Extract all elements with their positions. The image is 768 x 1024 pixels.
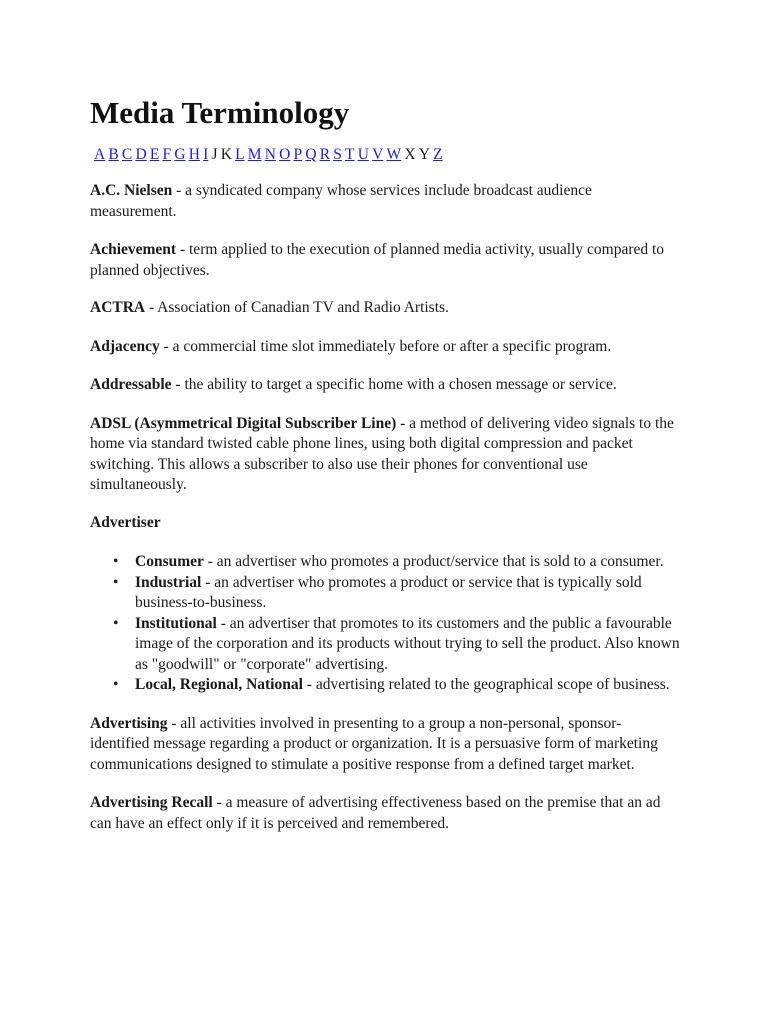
alpha-letter <box>135 145 146 165</box>
alpha-link-s[interactable]: S <box>333 146 342 163</box>
alpha-letter <box>122 145 132 165</box>
advertiser-types-list <box>90 552 680 696</box>
entry-adsl <box>90 414 680 496</box>
alpha-letter <box>94 145 105 165</box>
alpha-letter <box>163 145 172 165</box>
alpha-letter <box>248 145 262 165</box>
alpha-link-r[interactable]: R <box>319 146 331 163</box>
alpha-link-w[interactable]: W <box>386 146 402 163</box>
entry-term: A.C. Nielsen <box>90 182 173 199</box>
list-item <box>113 573 680 614</box>
list-item <box>113 614 680 676</box>
alpha-letter <box>305 145 316 165</box>
entry-achievement <box>90 240 680 281</box>
alpha-link-i[interactable]: I <box>203 146 209 163</box>
alpha-letter <box>279 145 290 165</box>
alpha-letter <box>189 145 200 165</box>
alphabet-index <box>90 145 680 165</box>
bullet-icon: • <box>113 573 119 591</box>
alpha-link-h[interactable]: H <box>188 146 200 163</box>
entry-term: Achievement <box>90 241 177 258</box>
alpha-letter-y: Y <box>418 146 430 163</box>
entry-definition: - Association of Canadian TV and Radio Artists. <box>145 299 449 316</box>
list-item <box>113 675 680 696</box>
entry-term: Advertiser <box>90 513 161 531</box>
alpha-link-d[interactable]: D <box>135 146 147 163</box>
alpha-letter <box>150 145 159 165</box>
alpha-letter <box>320 145 330 165</box>
alpha-link-o[interactable]: O <box>279 146 291 163</box>
alpha-link-q[interactable]: Q <box>305 146 317 163</box>
item-term: Industrial <box>135 573 202 591</box>
alpha-letter-j: J <box>211 146 218 163</box>
alpha-link-z[interactable]: Z <box>433 146 443 163</box>
bullet-icon: • <box>113 614 119 632</box>
alpha-letter-k: K <box>220 146 232 163</box>
alpha-letter <box>108 145 118 165</box>
entry-term: ADSL (Asymmetrical Digital Subscriber Line) <box>90 414 397 432</box>
alpha-link-c[interactable]: C <box>121 146 133 163</box>
bullet-icon: • <box>113 676 119 693</box>
alpha-letter <box>203 145 208 165</box>
alpha-link-g[interactable]: G <box>174 146 186 163</box>
alpha-letter <box>174 145 185 165</box>
alpha-link-a[interactable]: A <box>94 146 106 163</box>
entry-actra <box>90 298 680 319</box>
alpha-link-e[interactable]: E <box>149 146 160 163</box>
entry-definition: - a commercial time slot immediately before or after a specific program. <box>159 337 612 355</box>
alpha-link-f[interactable]: F <box>162 146 172 163</box>
entry-definition: - a measure of advertising effectiveness based on the premise that an ad can have an effect only if it is perceived and remembered. <box>90 794 661 832</box>
item-term: Consumer <box>135 553 204 570</box>
alpha-letter-x: X <box>404 146 416 163</box>
entry-definition: - all activities involved in presenting to a group a non-personal, sponsor-identified message regarding a product or organization. It is a persuasive form of marketing communications designed to stimulate a positive response from a defined target market. <box>90 714 658 773</box>
alpha-letter <box>333 145 342 165</box>
alpha-letter <box>294 145 303 165</box>
entry-term: Adjacency <box>90 337 160 355</box>
alpha-link-b[interactable]: B <box>108 146 119 163</box>
entry-advertiser <box>90 513 680 534</box>
item-definition: - an advertiser who promotes a product or service that is typically sold business-to-business. <box>135 573 642 611</box>
entry-nielsen <box>90 181 680 222</box>
entry-term: ACTRA <box>90 299 146 316</box>
item-term: Local, Regional, National <box>135 676 303 693</box>
alpha-letter <box>433 145 442 165</box>
item-definition: - an advertiser that promotes to its customers and the public a favourable image of the corporation and its products without trying to sell the product. Also known as "goodwill" or "corporate" advertising. <box>135 614 680 673</box>
page-title: Media Terminology <box>90 95 350 130</box>
alpha-letter <box>386 145 401 165</box>
alpha-link-m[interactable]: M <box>247 146 262 163</box>
entry-term: Advertising <box>90 714 168 732</box>
alpha-letter <box>358 145 369 165</box>
list-item <box>113 552 680 573</box>
alpha-link-v[interactable]: V <box>372 146 384 163</box>
entry-definition: - the ability to target a specific home with a chosen message or service. <box>171 376 617 393</box>
entry-term: Advertising Recall <box>90 794 213 811</box>
entry-definition: - a method of delivering video signals to the home via standard twisted cable phone lines, using both digital compression and packet switching. This allows a subscriber to also use their phones for conventional use simultaneously. <box>90 414 674 493</box>
item-definition: - advertising related to the geographical scope of business. <box>302 676 670 693</box>
alpha-link-t[interactable]: T <box>345 146 355 163</box>
alpha-letter <box>345 145 354 165</box>
entry-term: Addressable <box>90 376 172 393</box>
entry-definition: - term applied to the execution of planned media activity, usually compared to planned objectives. <box>90 241 665 279</box>
bullet-icon: • <box>113 553 119 570</box>
entry-definition: - a syndicated company whose services include broadcast audience measurement. <box>90 182 592 220</box>
alpha-letter <box>235 145 244 165</box>
entry-advertising-recall <box>90 793 680 834</box>
alpha-link-n[interactable]: N <box>264 146 276 163</box>
alpha-link-u[interactable]: U <box>357 146 369 163</box>
entry-adjacency <box>90 337 680 358</box>
alpha-letter <box>265 145 276 165</box>
alpha-link-l[interactable]: L <box>235 146 245 163</box>
item-definition: - an advertiser who promotes a product/service that is sold to a consumer. <box>203 553 664 570</box>
entry-advertising <box>90 714 680 776</box>
entry-addressable <box>90 375 680 396</box>
item-term: Institutional <box>135 614 217 632</box>
alpha-link-p[interactable]: P <box>293 146 303 163</box>
alpha-letter <box>372 145 383 165</box>
